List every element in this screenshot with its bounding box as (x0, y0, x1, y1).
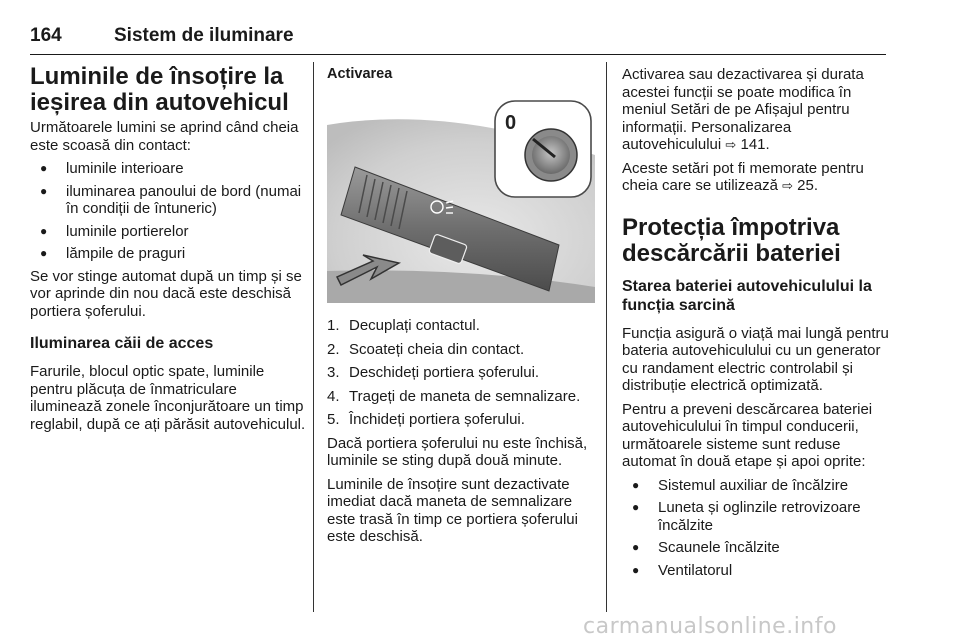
battery-function-text: Funcția asigură o viață mai lungă pentru bateria autovehiculului cu un generator cu randament electric controlabil și distribuție electrică optimizată. (622, 324, 889, 394)
page-number: 164 (30, 25, 62, 46)
column-3 (622, 66, 890, 584)
watermark: carmanualsonline.info (583, 614, 837, 639)
settings-text: Activarea sau dezactivarea și durata acestei funcții se poate modifica în meniul Setări de pe Afișajul pentru informații. Personalizarea autovehiculului ⇨ 141. (622, 66, 864, 153)
reduced-systems-list (622, 477, 890, 580)
memory-text: Aceste setări pot fi memorate pentru cheia care se utilizează ⇨ 25. (622, 159, 864, 194)
page-reference-icon: ⇨ (782, 178, 793, 193)
subheading-activation: Activarea (327, 66, 393, 82)
door-open-text: Dacă portiera șoferului nu este închisă, luminile se sting după două minute. (327, 434, 588, 469)
page-reference-link[interactable]: 25. (797, 177, 819, 194)
list-item: 2. Scoateți cheia din contact. (327, 340, 525, 358)
list-item: ● Ventilatorul (622, 562, 890, 580)
battery-prevent-text: Pentru a preveni descărcarea bateriei autovehiculului în timpul conducerii, următoarele sisteme sunt reduse automat în două etape și apoi oprite: (622, 400, 873, 470)
ignition-position-label: 0 (505, 112, 517, 134)
list-item: 4. Trageți de maneta de semnalizare. (327, 387, 581, 405)
list-item: ● lămpile de praguri (30, 245, 308, 263)
access-path-text: Farurile, blocul optic spate, luminile pentru plăcuța de înmatriculare iluminează zonele înconjurătoare un timp reglabil, după ce ați părăsit autovehiculul. (30, 363, 306, 433)
list-item: ● Sistemul auxiliar de încălzire (622, 477, 890, 495)
column-2 (327, 66, 595, 552)
column-divider-2 (606, 62, 607, 612)
list-item: ● luminile interioare (30, 160, 308, 178)
list-item: 3. Deschideți portiera șoferului. (327, 364, 540, 381)
column-1 (30, 64, 308, 439)
list-item: ● iluminarea panoului de bord (numai în condiții de întuneric) (30, 183, 308, 218)
page-reference-icon: ⇨ (725, 137, 737, 152)
page-reference-link[interactable]: 141. (740, 136, 770, 153)
list-item: 1. Decuplați contactul. (327, 317, 480, 334)
list-item: 5. Închideți portiera șoferului. (327, 411, 525, 428)
list-item: ● Luneta și oglinzile retrovizoare încălzite (622, 499, 890, 534)
page-title: Sistem de iluminare (114, 25, 294, 46)
subheading-battery-load: Starea bateriei autovehiculului la funcția sarcină (622, 277, 872, 314)
section-heading-battery: Protecția împotriva descărcării bateriei (622, 213, 841, 267)
list-item: ● Scaunele încălzite (622, 539, 890, 557)
deactivation-text: Luminile de însoțire sunt dezactivate imediat dacă maneta de semnalizare este trasă în timp ce portiera șoferului este deschisă. (327, 475, 578, 545)
lights-list (30, 160, 308, 263)
page-header (30, 24, 886, 55)
turn-signal-lever-illustration (327, 95, 595, 303)
intro-text: Următoarele lumini se aprind când cheia este scoasă din contact: (30, 119, 299, 154)
subheading-access-path: Iluminarea căii de acces (30, 335, 214, 352)
column-divider-1 (313, 62, 314, 612)
list-item: ● luminile portierelor (30, 223, 308, 241)
section-heading-escort-lights: Luminile de însoțire la ieșirea din autovehicul (30, 63, 289, 116)
lever-svg (327, 95, 595, 303)
activation-steps (327, 317, 595, 429)
auto-off-text: Se vor stinge automat după un timp și se vor aprinde din nou dacă este deschisă portiera șoferului. (30, 267, 302, 320)
